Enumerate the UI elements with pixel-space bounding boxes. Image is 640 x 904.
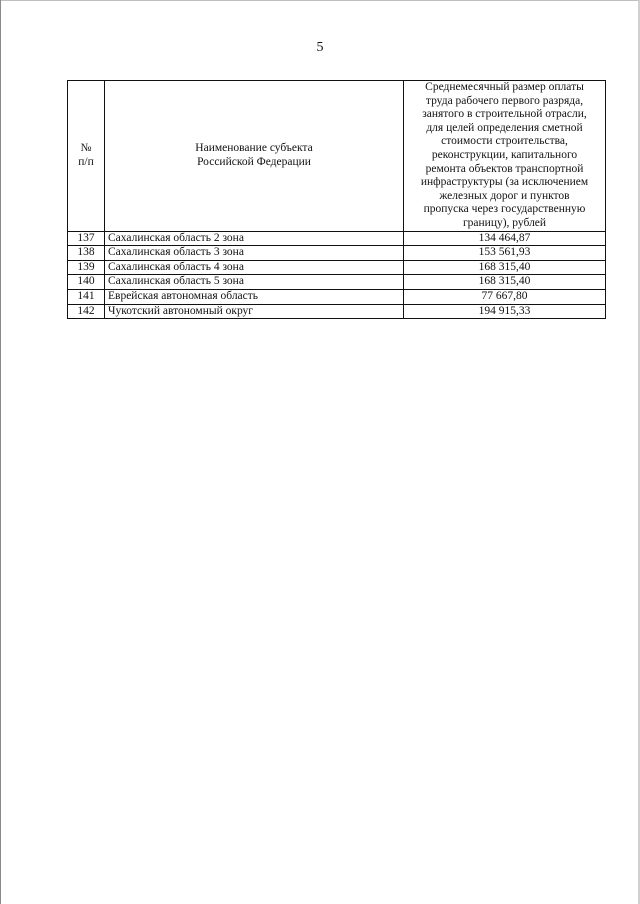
header-wage-line: для целей определения сметной	[426, 121, 583, 134]
header-wage-line: стоимости строительства,	[441, 135, 568, 148]
header-wage-line: границу), рублей	[462, 216, 547, 229]
header-number	[68, 81, 105, 232]
header-subject-line1: Наименование субъекта	[195, 142, 313, 155]
header-wage-line: ремонта объектов транспортной	[425, 162, 584, 175]
row-subject-name: Еврейская автономная область	[105, 289, 404, 304]
row-subject-name: Сахалинская область 2 зона	[105, 231, 404, 246]
row-number: 137	[68, 231, 105, 246]
header-wage-line: пропуска через государственную	[423, 203, 586, 216]
table-row	[68, 246, 606, 261]
header-wage-line: Среднемесячный размер оплаты	[425, 81, 584, 93]
row-subject-name: Сахалинская область 3 зона	[105, 246, 404, 261]
row-subject-name: Сахалинская область 5 зона	[105, 275, 404, 290]
row-subject-name: Сахалинская область 4 зона	[105, 260, 404, 275]
row-number: 142	[68, 304, 105, 319]
page-number: 5	[316, 40, 324, 55]
row-wage-value: 77 667,80	[404, 289, 606, 304]
row-wage-value: 168 315,40	[404, 275, 606, 290]
header-subject-name	[105, 81, 404, 232]
row-number: 139	[68, 260, 105, 275]
header-wage-line: реконструкции, капитального	[431, 148, 578, 161]
header-number-symbol: №	[80, 142, 92, 155]
header-wage-line: инфраструктуры (за исключением	[420, 176, 589, 189]
row-number: 140	[68, 275, 105, 290]
row-wage-value: 134 464,87	[404, 231, 606, 246]
scan-edge-left	[0, 0, 1, 904]
row-number: 141	[68, 289, 105, 304]
header-number-abbr: п/п	[78, 155, 94, 168]
header-wage-line: железных дорог и пунктов	[439, 189, 570, 202]
scan-edge-top	[0, 0, 640, 1]
table-row	[68, 260, 606, 275]
header-wage-line: занятого в строительной отрасли,	[422, 108, 587, 121]
row-wage-value: 194 915,33	[404, 304, 606, 319]
wage-table	[67, 80, 606, 319]
row-subject-name: Чукотский автономный округ	[105, 304, 404, 319]
table-row	[68, 275, 606, 290]
row-wage-value: 168 315,40	[404, 260, 606, 275]
header-subject-line2: Российской Федерации	[197, 155, 311, 168]
table-header-row	[68, 81, 606, 232]
row-number: 138	[68, 246, 105, 261]
table-row	[68, 231, 606, 246]
header-wage	[404, 81, 606, 232]
table-row	[68, 304, 606, 319]
table-row	[68, 289, 606, 304]
row-wage-value: 153 561,93	[404, 246, 606, 261]
header-wage-line: труда рабочего первого разряда,	[425, 94, 584, 107]
